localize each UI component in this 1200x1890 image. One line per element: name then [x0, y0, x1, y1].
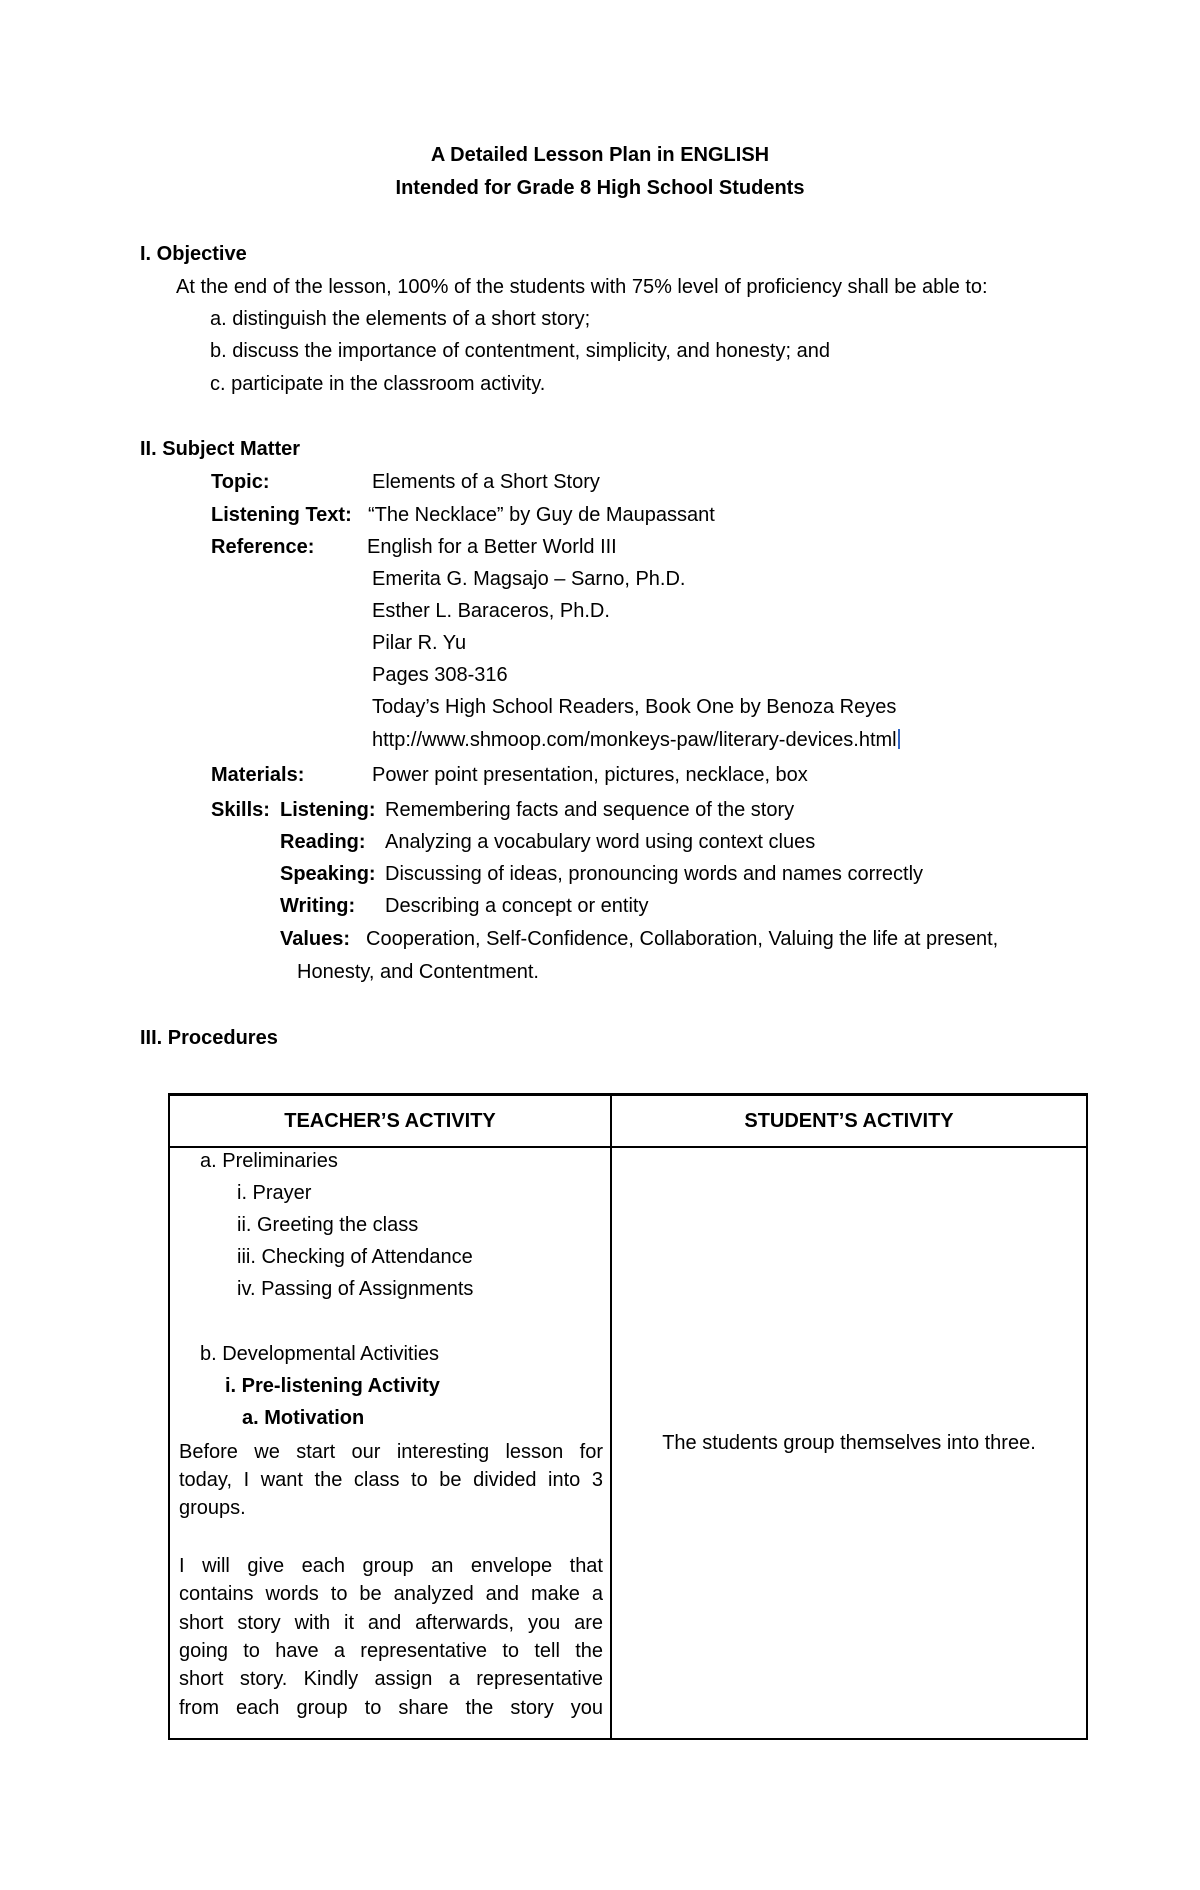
- paragraph-line: short story. Kindly assign a representative: [179, 1668, 603, 1690]
- skill-value-values: Cooperation, Self-Confidence, Collaboration, Valuing the life at present,: [366, 928, 999, 950]
- reference-link[interactable]: [372, 727, 900, 753]
- skill-value-speaking: Discussing of ideas, pronouncing words and names correctly: [385, 863, 924, 885]
- student-activity-cell: [611, 1147, 1087, 1739]
- preliminaries-heading: a. Preliminaries: [200, 1150, 338, 1172]
- reference-item: Pages 308-316: [372, 664, 508, 686]
- materials-value: Power point presentation, pictures, necklace, box: [372, 764, 808, 786]
- reference-item: Esther L. Baraceros, Ph.D.: [372, 600, 610, 622]
- reference-label: Reference:: [211, 536, 315, 558]
- skills-label: Skills:: [211, 799, 270, 821]
- document-title: A Detailed Lesson Plan in ENGLISH: [430, 144, 770, 166]
- subject-matter-heading: II. Subject Matter: [140, 438, 301, 460]
- listening-text-label: Listening Text:: [211, 504, 352, 526]
- preliminary-item: iii. Checking of Attendance: [237, 1246, 473, 1268]
- values-continued: Honesty, and Contentment.: [297, 961, 539, 983]
- paragraph-line: today, I want the class to be divided into 3: [179, 1469, 603, 1491]
- teacher-activity-header: TEACHER’S ACTIVITY: [169, 1095, 611, 1148]
- text-cursor: [898, 729, 900, 749]
- preliminary-item: i. Prayer: [237, 1182, 312, 1204]
- procedures-heading: III. Procedures: [140, 1027, 278, 1049]
- preliminary-item: iv. Passing of Assignments: [237, 1278, 474, 1300]
- objective-item-b: b. discuss the importance of contentment, simplicity, and honesty; and: [210, 340, 830, 362]
- materials-label: Materials:: [211, 764, 305, 786]
- skill-label-listening: Listening:: [280, 799, 376, 821]
- skill-label-reading: Reading:: [280, 831, 366, 853]
- skill-value-writing: Describing a concept or entity: [385, 895, 649, 917]
- paragraph-line: groups.: [179, 1497, 246, 1519]
- paragraph-line: going to have a representative to tell the: [179, 1640, 603, 1662]
- pre-listening-heading: i. Pre-listening Activity: [225, 1375, 440, 1397]
- developmental-activities-heading: b. Developmental Activities: [200, 1343, 440, 1365]
- objective-intro: At the end of the lesson, 100% of the students with 75% level of proficiency shall be able to:: [176, 276, 988, 298]
- reference-item: English for a Better World III: [367, 536, 617, 558]
- reference-item: Pilar R. Yu: [372, 632, 467, 654]
- reference-item: Emerita G. Magsajo – Sarno, Ph.D.: [372, 568, 686, 590]
- reference-link-text[interactable]: http://www.shmoop.com/monkeys-paw/literary-devices.html: [372, 729, 897, 751]
- skill-value-reading: Analyzing a vocabulary word using context clues: [385, 831, 816, 853]
- paragraph-line: short story with it and afterwards, you are: [179, 1612, 603, 1634]
- table-row: [169, 1147, 1087, 1739]
- preliminary-item: ii. Greeting the class: [237, 1214, 419, 1236]
- procedures-table: [168, 1093, 1088, 1740]
- student-activity-text: The students group themselves into three.: [662, 1431, 1036, 1454]
- objective-item-a: a. distinguish the elements of a short story;: [210, 308, 591, 330]
- paragraph-line: I will give each group an envelope that: [179, 1555, 603, 1577]
- skill-label-speaking: Speaking:: [280, 863, 376, 885]
- table-header-row: [169, 1095, 1087, 1148]
- reference-item: Today’s High School Readers, Book One by Benoza Reyes: [372, 696, 897, 718]
- student-activity-header: STUDENT’S ACTIVITY: [611, 1095, 1087, 1148]
- topic-label: Topic:: [211, 471, 270, 493]
- objective-heading: I. Objective: [140, 243, 247, 265]
- topic-value: Elements of a Short Story: [372, 471, 600, 493]
- document-subtitle: Intended for Grade 8 High School Students: [395, 177, 805, 199]
- paragraph-line: from each group to share the story you: [179, 1697, 603, 1719]
- skill-value-listening: Remembering facts and sequence of the story: [385, 799, 795, 821]
- listening-text-value: “The Necklace” by Guy de Maupassant: [368, 504, 715, 526]
- skill-label-values: Values:: [280, 928, 351, 950]
- paragraph-line: Before we start our interesting lesson for: [179, 1441, 603, 1463]
- paragraph-line: contains words to be analyzed and make a: [179, 1583, 603, 1605]
- skill-label-writing: Writing:: [280, 895, 356, 917]
- objective-item-c: c. participate in the classroom activity.: [210, 373, 546, 395]
- motivation-heading: a. Motivation: [242, 1407, 365, 1429]
- teacher-activity-cell: [169, 1147, 611, 1739]
